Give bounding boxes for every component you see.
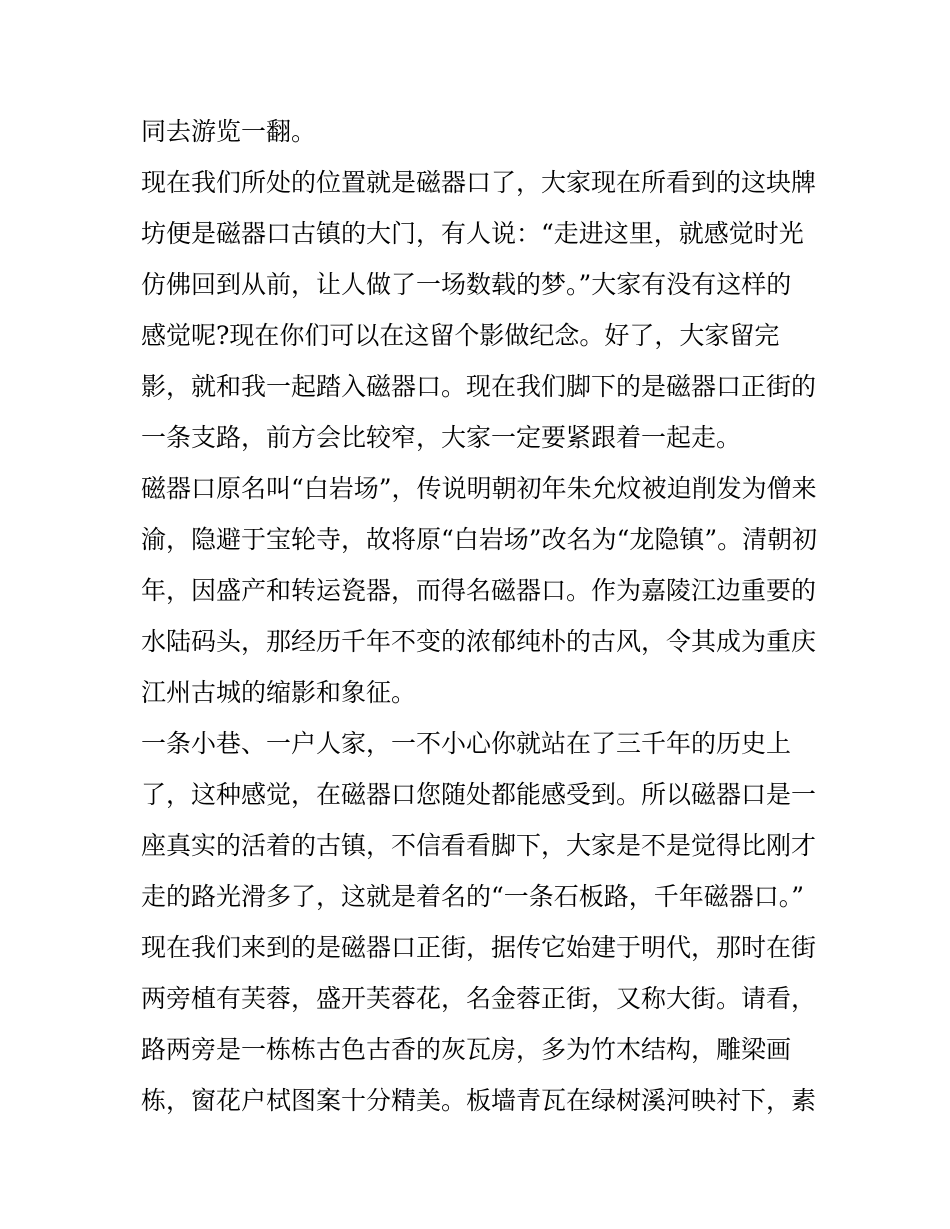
text-line: 磁器口原名叫“白岩场”，传说明朝初年朱允炆被迫削发为僧来 bbox=[141, 474, 817, 503]
text-line: 走的路光滑多了，这就是着名的“一条石板路，千年磁器口。” bbox=[141, 882, 805, 911]
text-line: 现在我们所处的位置就是磁器口了，大家现在所看到的这块牌 bbox=[141, 168, 817, 197]
text-line: 现在我们来到的是磁器口正街，据传它始建于明代，那时在街 bbox=[141, 933, 817, 962]
text-line: 了，这种感觉，在磁器口您随处都能感受到。所以磁器口是一 bbox=[141, 780, 817, 809]
text-line: 影，就和我一起踏入磁器口。现在我们脚下的是磁器口正街的 bbox=[141, 372, 817, 401]
text-line: 仿佛回到从前，让人做了一场数载的梦。”大家有没有这样的 bbox=[141, 270, 792, 299]
text-line: 水陆码头，那经历千年不变的浓郁纯朴的古风，令其成为重庆 bbox=[141, 627, 817, 656]
text-line: 两旁植有芙蓉，盛开芙蓉花，名金蓉正街，又称大街。请看， bbox=[141, 984, 817, 1013]
text-line: 路两旁是一栋栋古色古香的灰瓦房，多为竹木结构，雕梁画 bbox=[141, 1035, 792, 1064]
body-text bbox=[141, 106, 821, 1126]
text-line: 一条支路，前方会比较窄，大家一定要紧跟着一起走。 bbox=[141, 423, 742, 452]
text-line: 江州古城的缩影和象征。 bbox=[141, 678, 417, 707]
text-line: 栋，窗花户栻图案十分精美。板墙青瓦在绿树溪河映衬下，素 bbox=[141, 1086, 817, 1115]
text-line: 感觉呢?现在你们可以在这留个影做纪念。好了，大家留完 bbox=[141, 321, 780, 350]
text-line: 渝，隐避于宝轮寺，故将原“白岩场”改名为“龙隐镇”。清朝初 bbox=[141, 525, 818, 554]
text-line: 座真实的活着的古镇，不信看看脚下，大家是不是觉得比刚才 bbox=[141, 831, 817, 860]
text-line: 同去游览一翻。 bbox=[141, 117, 317, 146]
text-line: 坊便是磁器口古镇的大门，有人说：“走进这里，就感觉时光 bbox=[141, 219, 804, 248]
text-line: 年，因盛产和转运瓷器，而得名磁器口。作为嘉陵江边重要的 bbox=[141, 576, 817, 605]
text-line: 一条小巷、一户人家，一不小心你就站在了三千年的历史上 bbox=[141, 729, 792, 758]
